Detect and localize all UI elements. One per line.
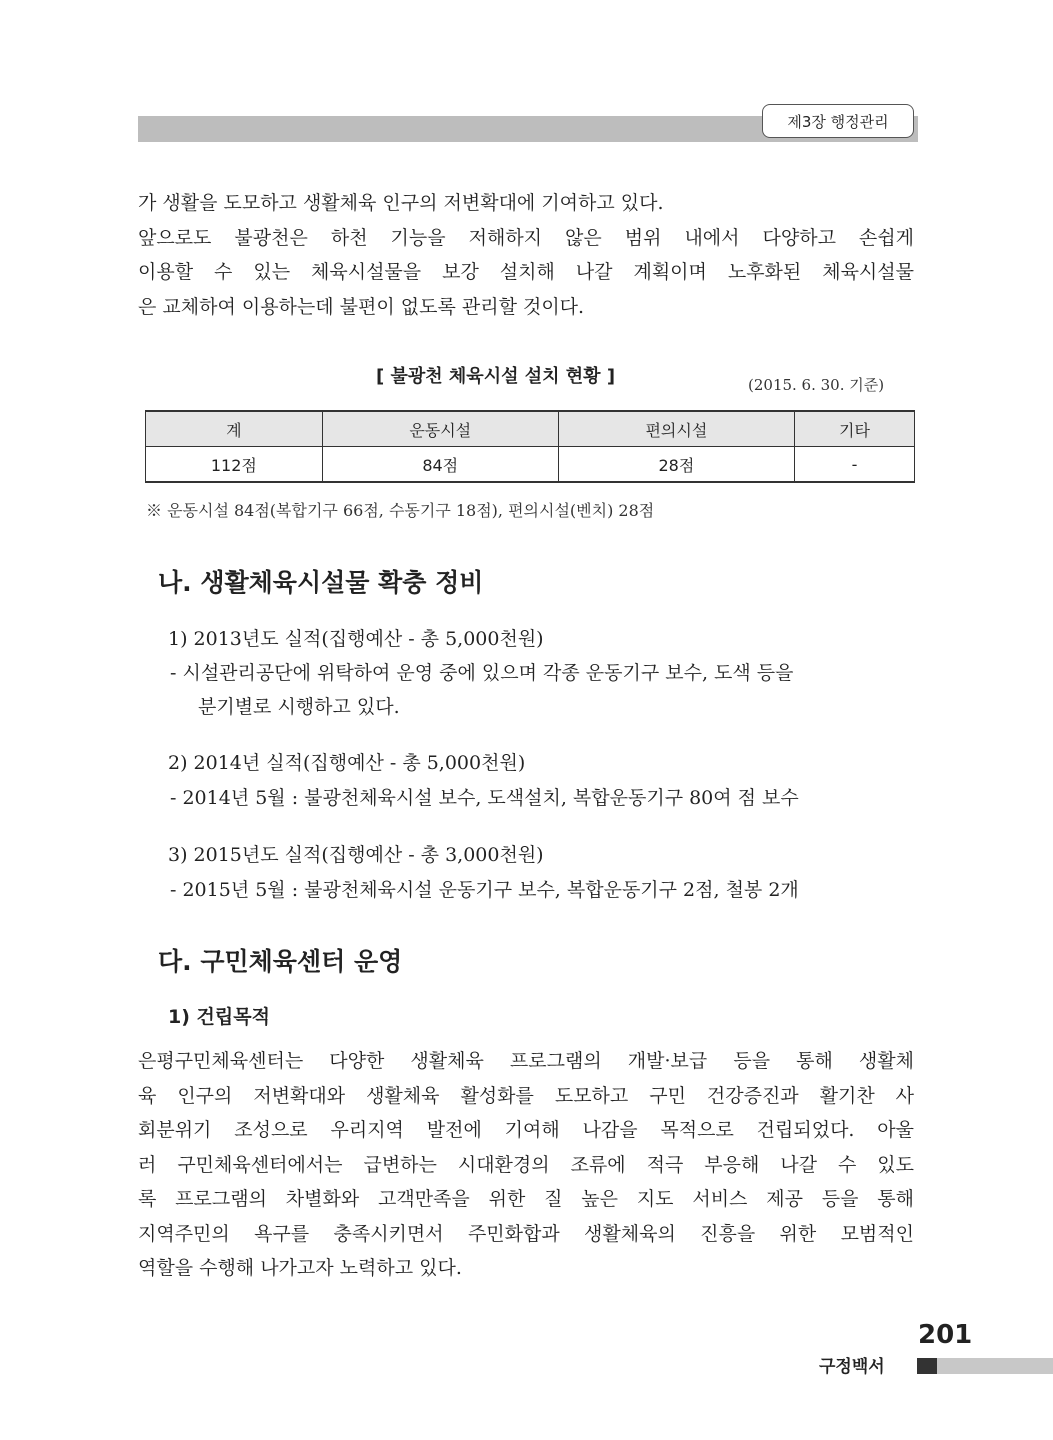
purpose-line: 회분위기 조성으로 우리지역 발전에 기여해 나감을 목적으로 건립되었다. 아울 — [138, 1119, 914, 1141]
table-header-row — [146, 411, 915, 447]
table-note: ※ 운동시설 84점(복합기구 66점, 수동기구 18점), 편의시설(벤치) 28점 — [146, 501, 655, 520]
intro-line: 은 교체하여 이용하는데 불편이 없도록 관리할 것이다. — [138, 295, 585, 318]
item-title-2015: 3) 2015년도 실적(집행예산 - 총 3,000천원) — [168, 844, 544, 866]
footer-bar — [937, 1358, 1053, 1374]
section-heading-na: 나. 생활체육시설물 확충 정비 — [158, 568, 484, 597]
table-cell: 112점 — [146, 447, 323, 483]
subheading-purpose: 1) 건립목적 — [168, 1006, 270, 1028]
purpose-line: 은평구민체육센터는 다양한 생활체육 프로그램의 개발·보급 등을 통해 생활체 — [138, 1050, 914, 1072]
table-header-cell: 운동시설 — [322, 411, 558, 447]
purpose-paragraph — [138, 1044, 914, 1286]
item-detail-2015: - 2015년 5월 : 불광천체육시설 운동기구 보수, 복합운동기구 2점, 철봉 2개 — [170, 879, 799, 901]
footer-accent-block — [917, 1358, 937, 1374]
purpose-line: 지역주민의 욕구를 충족시키면서 주민화합과 생활체육의 진흥을 위한 모범적인 — [138, 1222, 914, 1245]
facility-status-table — [145, 410, 915, 483]
table-cell: - — [794, 447, 914, 483]
table-cell: 84점 — [322, 447, 558, 483]
table-title: [ 불광천 체육시설 설치 현황 ] — [376, 366, 616, 387]
item-detail-2013-cont: 분기별로 시행하고 있다. — [198, 696, 400, 718]
chapter-tab: 제3장 행정관리 — [762, 104, 914, 138]
purpose-line: 록 프로그램의 차별화와 고객만족을 위한 질 높은 지도 서비스 제공 등을 통해 — [138, 1188, 914, 1210]
section-heading-da: 다. 구민체육센터 운영 — [158, 947, 403, 976]
purpose-line: 육 인구의 저변확대와 생활체육 활성화를 도모하고 구민 건강증진과 활기찬 사 — [138, 1084, 914, 1107]
table-header-cell: 편의시설 — [558, 411, 794, 447]
table-header-cell: 기타 — [794, 411, 914, 447]
intro-line: 가 생활을 도모하고 생활체육 인구의 저변확대에 기여하고 있다. — [138, 192, 664, 214]
table-date: (2015. 6. 30. 기준) — [748, 376, 885, 394]
purpose-line: 역할을 수행해 나가고자 노력하고 있다. — [138, 1257, 462, 1279]
intro-paragraph — [138, 186, 914, 324]
item-detail-2014: - 2014년 5월 : 불광천체육시설 보수, 도색설치, 복합운동기구 80여 점 보수 — [170, 787, 799, 809]
book-title: 구정백서 — [819, 1357, 885, 1377]
purpose-line: 러 구민체육센터에서는 급변하는 시대환경의 조류에 적극 부응해 나갈 수 있도 — [138, 1153, 914, 1176]
intro-line: 앞으로도 불광천은 하천 기능을 저해하지 않은 범위 내에서 다양하고 손쉽게 — [138, 226, 914, 249]
intro-line: 이용할 수 있는 체육시설물을 보강 설치해 나갈 계획이며 노후화된 체육시설물 — [138, 261, 914, 283]
table-row — [146, 447, 915, 483]
table-cell: 28점 — [558, 447, 794, 483]
page-number: 201 — [918, 1320, 973, 1350]
table-header-cell: 계 — [146, 411, 323, 447]
item-detail-2013: - 시설관리공단에 위탁하여 운영 중에 있으며 각종 운동기구 보수, 도색 등을 — [170, 662, 794, 684]
item-title-2014: 2) 2014년 실적(집행예산 - 총 5,000천원) — [168, 752, 526, 774]
item-title-2013: 1) 2013년도 실적(집행예산 - 총 5,000천원) — [168, 628, 544, 650]
